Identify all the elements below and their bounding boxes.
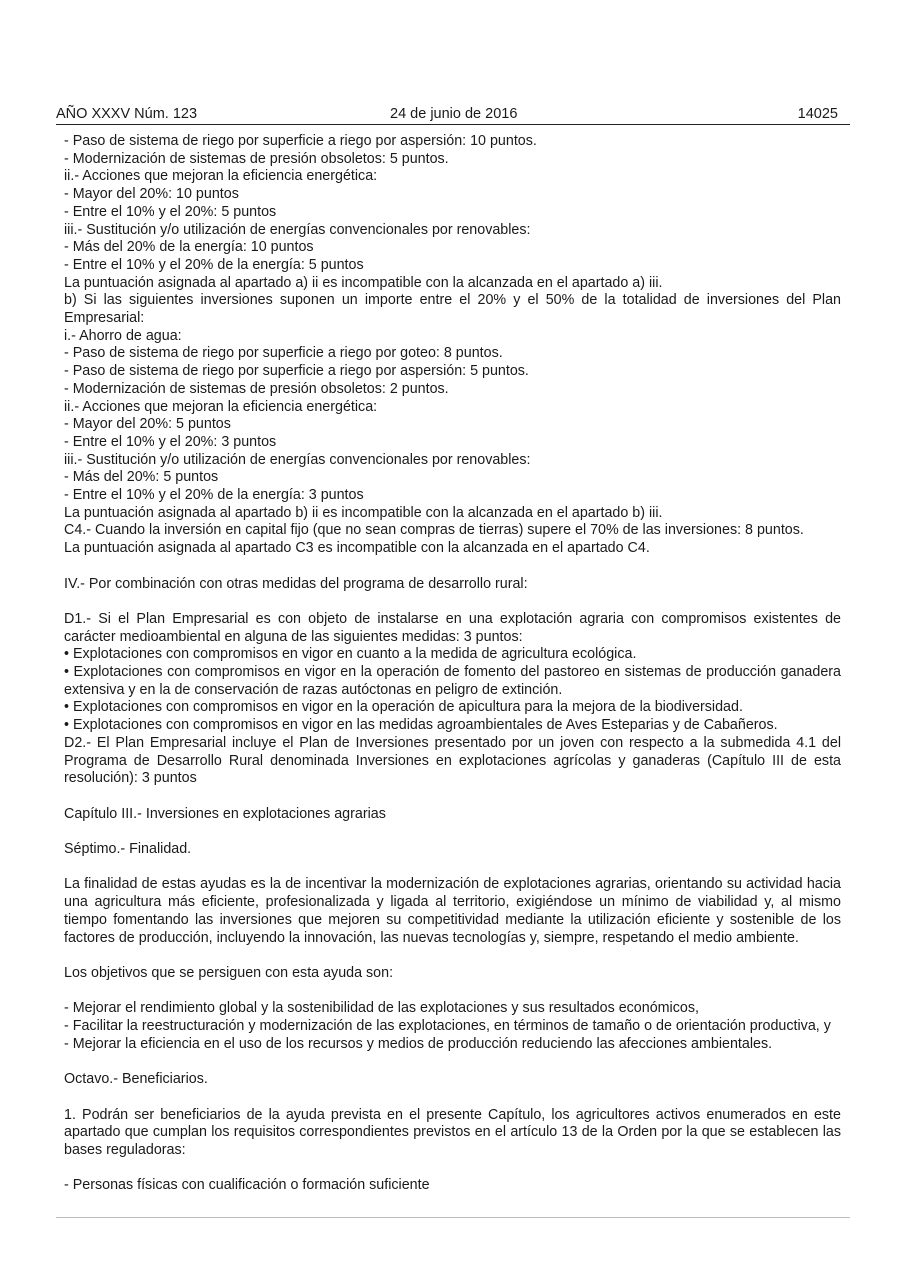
issue-number: AÑO XXXV Núm. 123 [56,106,198,122]
paragraph: C4.- Cuando la inversión en capital fijo (que no sean compras de tierras) supere el 70% de las inversiones: 8 puntos. [64,522,804,539]
paragraph-spacer [64,947,841,965]
paragraph: Séptimo.- Finalidad. [64,841,192,858]
paragraph: Los objetivos que se persiguen con esta ayuda son: [64,964,394,981]
footer-divider [56,1217,850,1218]
paragraph: iii.- Sustitución y/o utilización de energías convencionales por renovables: [64,451,531,468]
paragraph: i.- Ahorro de agua: [64,327,182,344]
paragraph: D2.- El Plan Empresarial incluye el Plan de Inversiones presentado por un joven con respecto a la submedida 4.1 del Programa de Desarrollo Rural denominada Inversiones en explotaciones agrícolas y ganaderas (Capítulo III de esta resolución): 3 puntos [64,734,841,787]
paragraph: - Facilitar la reestructuración y modernización de las explotaciones, en términos de tamaño o de orientación productiva, y [64,1018,831,1035]
paragraph: - Entre el 10% y el 20%: 5 puntos [64,203,277,220]
paragraph: Octavo.- Beneficiarios. [64,1071,208,1088]
paragraph: IV.- Por combinación con otras medidas del programa de desarrollo rural: [64,575,528,592]
paragraph: - Más del 20% de la energía: 10 puntos [64,239,314,256]
paragraph: La puntuación asignada al apartado a) ii es incompatible con la alcanzada en el apartado a) iii. [64,274,663,291]
paragraph: La puntuación asignada al apartado b) ii es incompatible con la alcanzada en el apartado b) iii. [64,504,663,521]
paragraph: - Modernización de sistemas de presión obsoletos: 5 puntos. [64,150,449,167]
paragraph-spacer [64,859,841,877]
paragraph: - Entre el 10% y el 20% de la energía: 3 puntos [64,487,364,504]
paragraph: - Mayor del 20%: 5 puntos [64,416,231,433]
document-body [64,133,841,1195]
page-header [56,104,850,125]
paragraph: La puntuación asignada al apartado C3 es incompatible con la alcanzada en el apartado C4. [64,540,650,557]
paragraph: • Explotaciones con compromisos en vigor en cuanto a la medida de agricultura ecológica. [64,646,637,663]
paragraph: - Paso de sistema de riego por superficie a riego por aspersión: 10 puntos. [64,133,537,149]
paragraph: - Entre el 10% y el 20% de la energía: 5 puntos [64,256,364,273]
paragraph: - Mejorar la eficiencia en el uso de los recursos y medios de producción reduciendo las afecciones ambientales. [64,1035,773,1052]
publication-date: 24 de junio de 2016 [390,106,518,122]
page-number: 14025 [797,106,838,122]
paragraph: - Entre el 10% y el 20%: 3 puntos [64,433,277,450]
paragraph: - Personas físicas con cualificación o formación suficiente [64,1177,430,1194]
paragraph: - Más del 20%: 5 puntos [64,469,219,486]
paragraph-spacer [64,1089,841,1107]
paragraph: - Mejorar el rendimiento global y la sostenibilidad de las explotaciones y sus resultados económicos, [64,1000,699,1017]
paragraph-spacer [64,1053,841,1071]
paragraph: - Mayor del 20%: 10 puntos [64,186,239,203]
paragraph-spacer [64,983,841,1001]
paragraph: 1. Podrán ser beneficiarios de la ayuda prevista en el presente Capítulo, los agricultores activos enumerados en este apartado que cumplan los requisitos correspondientes previstos en el artículo 13 de la Orden por la que se establecen las bases reguladoras: [64,1106,841,1158]
paragraph: La finalidad de estas ayudas es la de incentivar la modernización de explotaciones agrarias, orientando su actividad hacia una agricultura más eficiente, profesionalizada y ligada al territorio, exigiéndose un mínimo de viabilidad y, al mismo tiempo fomentando las inversiones que mejoren su competitividad mediante la utilización eficiente y sostenible de los factores de producción, incluyendo la innovación, las nuevas tecnologías y, siempre, respetando el medio ambiente. [64,876,841,946]
paragraph-spacer [64,823,841,841]
paragraph: • Explotaciones con compromisos en vigor en la operación de apicultura para la mejora de la biodiversidad. [64,699,743,716]
paragraph: Capítulo III.- Inversiones en explotaciones agrarias [64,805,386,822]
paragraph: ii.- Acciones que mejoran la eficiencia energética: [64,168,378,185]
paragraph-spacer [64,558,841,576]
paragraph: • Explotaciones con compromisos en vigor en la operación de fomento del pastoreo en sistemas de producción ganadera extensiva y en la de conservación de razas autóctonas en peligro de extinción. [64,664,841,698]
paragraph: iii.- Sustitución y/o utilización de energías convencionales por renovables: [64,221,531,238]
paragraph: • Explotaciones con compromisos en vigor en las medidas agroambientales de Aves Esteparias y de Cabañeros. [64,717,778,734]
paragraph-spacer [64,593,841,611]
paragraph: - Paso de sistema de riego por superficie a riego por goteo: 8 puntos. [64,345,503,362]
paragraph: ii.- Acciones que mejoran la eficiencia energética: [64,398,378,415]
paragraph: b) Si las siguientes inversiones suponen un importe entre el 20% y el 50% de la totalidad de inversiones del Plan Empresarial: [64,292,841,327]
paragraph: D1.- Si el Plan Empresarial es con objeto de instalarse en una explotación agraria con compromisos existentes de carácter medioambiental en alguna de las siguientes medidas: 3 puntos: [64,610,841,645]
paragraph: - Paso de sistema de riego por superficie a riego por aspersión: 5 puntos. [64,363,529,380]
paragraph-spacer [64,788,841,806]
paragraph-spacer [64,1160,841,1178]
paragraph: - Modernización de sistemas de presión obsoletos: 2 puntos. [64,380,449,397]
